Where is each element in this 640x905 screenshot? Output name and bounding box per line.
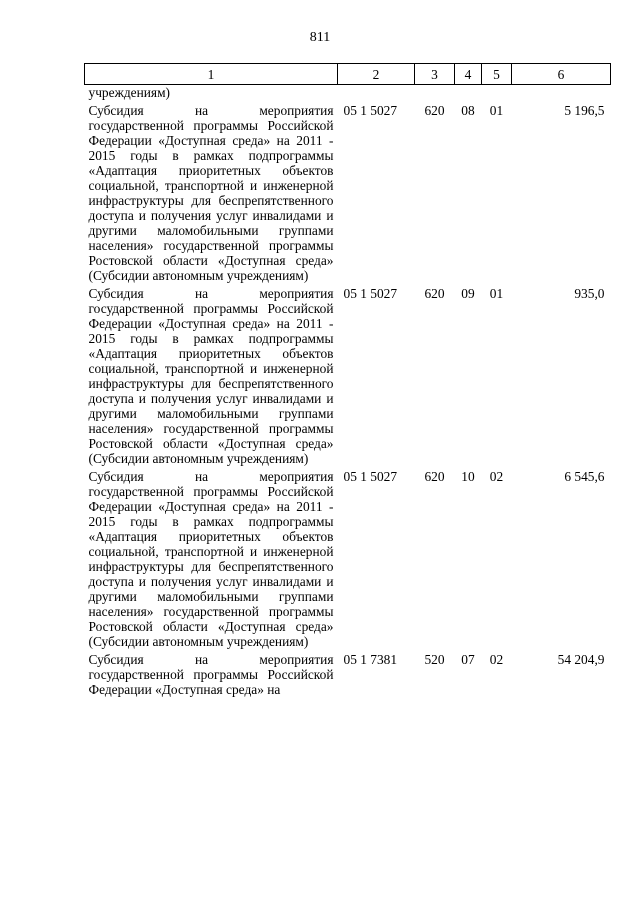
row-amount: 54 204,9 xyxy=(557,652,605,667)
row-subsection: 02 xyxy=(489,652,504,667)
column-header-6: 6 xyxy=(512,64,611,85)
column-header-3: 3 xyxy=(415,64,455,85)
table-row xyxy=(85,286,611,469)
row-section: 08 xyxy=(461,103,475,118)
row-target-code: 05 1 5027 xyxy=(343,469,398,484)
row-amount: 935,0 xyxy=(574,286,605,301)
table-row xyxy=(85,652,611,700)
table-header-row xyxy=(85,64,611,85)
row-amount: 6 545,6 xyxy=(564,469,605,484)
row-expense-type: 620 xyxy=(424,286,445,301)
row-description: Субсидия на мероприятия государственной программы Российской Федерации «Доступная среда» на xyxy=(88,652,334,697)
row-section xyxy=(455,85,482,104)
column-header-2: 2 xyxy=(338,64,415,85)
row-description: Субсидия на мероприятия государственной программы Российской Федерации «Доступная среда» на 2011 - 2015 годы в рамках подпрограммы «Адаптация приоритетных объектов социальной, транспортной и инженерной инфраструктуры для беспрепятственного доступа и получения услуг инвалидами и другими маломобильными группами населения» государственной программы Ростовской области «Доступная среда» (Субсидии автономным учреждениям) xyxy=(88,103,334,283)
row-target-code: 05 1 5027 xyxy=(343,286,398,301)
row-subsection: 01 xyxy=(489,286,504,301)
row-expense-type: 620 xyxy=(424,469,445,484)
row-amount: 5 196,5 xyxy=(564,103,605,118)
row-description: Субсидия на мероприятия государственной программы Российской Федерации «Доступная среда» на 2011 - 2015 годы в рамках подпрограммы «Адаптация приоритетных объектов социальной, транспортной и инженерной инфраструктуры для беспрепятственного доступа и получения услуг инвалидами и другими маломобильными группами населения» государственной программы Ростовской области «Доступная среда» (Субсидии автономным учреждениям) xyxy=(88,286,334,466)
column-header-1: 1 xyxy=(85,64,338,85)
table-row xyxy=(85,103,611,286)
row-subsection: 01 xyxy=(489,103,504,118)
row-section: 09 xyxy=(461,286,475,301)
table-row xyxy=(85,469,611,652)
row-description: учреждениям) xyxy=(88,85,171,100)
column-header-4: 4 xyxy=(455,64,482,85)
row-section: 07 xyxy=(461,652,475,667)
row-amount xyxy=(512,85,611,104)
row-description: Субсидия на мероприятия государственной программы Российской Федерации «Доступная среда» на 2011 - 2015 годы в рамках подпрограммы «Адаптация приоритетных объектов социальной, транспортной и инженерной инфраструктуры для беспрепятственного доступа и получения услуг инвалидами и другими маломобильными группами населения» государственной программы Ростовской области «Доступная среда» (Субсидии автономным учреждениям) xyxy=(88,469,334,649)
page-number: 811 xyxy=(309,30,331,45)
row-expense-type: 520 xyxy=(424,652,445,667)
row-expense-type: 620 xyxy=(424,103,445,118)
row-subsection xyxy=(482,85,512,104)
row-section: 10 xyxy=(461,469,475,484)
budget-table xyxy=(84,63,611,700)
table-row xyxy=(85,85,611,104)
row-target-code: 05 1 5027 xyxy=(343,103,398,118)
row-target-code: 05 1 7381 xyxy=(343,652,398,667)
row-subsection: 02 xyxy=(489,469,504,484)
row-expense-type xyxy=(415,85,455,104)
row-target-code xyxy=(338,85,415,104)
column-header-5: 5 xyxy=(482,64,512,85)
